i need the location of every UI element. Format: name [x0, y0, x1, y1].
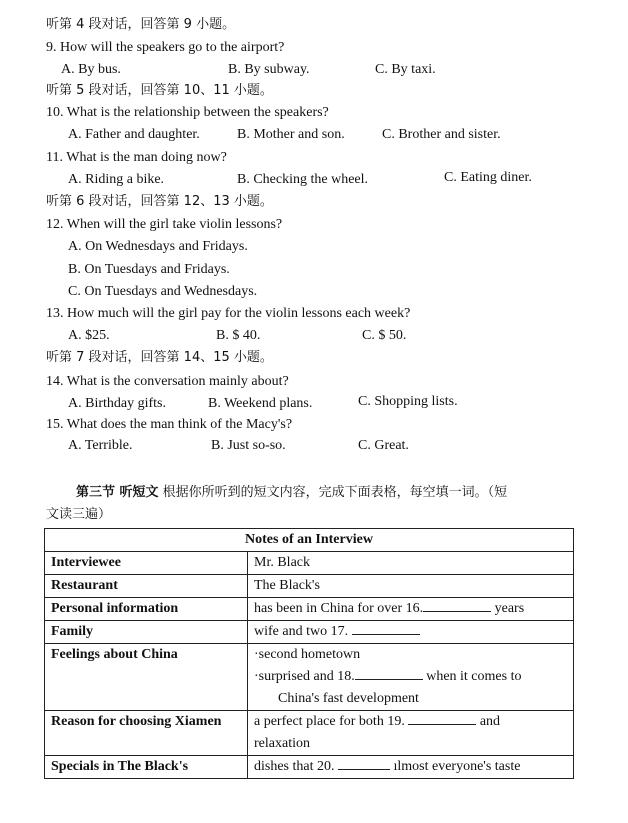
table-row: [45, 552, 574, 575]
question-11: 11. What is the man doing now?: [46, 150, 227, 165]
row-label-restaurant: Restaurant: [45, 575, 248, 598]
table-row: [45, 575, 574, 598]
specials-text-end: ılmost everyone's taste: [390, 759, 521, 774]
q13-option-a: A. $25.: [68, 328, 110, 343]
reason-text: a perfect place for both 19.: [254, 714, 405, 729]
question-14: 14. What is the conversation mainly about?: [46, 374, 289, 389]
q11-option-b: B. Checking the wheel.: [237, 172, 369, 187]
q9-option-a: A. By bus.: [61, 62, 121, 77]
q11-option-a: A. Riding a bike.: [68, 172, 165, 187]
section-3-heading: [76, 481, 586, 505]
family-text: wife and two 17.: [254, 624, 349, 639]
dialogue-6-heading: 听第 6 段对话，回答第 12、13 小题。: [46, 194, 273, 209]
question-15: 15. What does the man think of the Macy's?: [46, 417, 293, 432]
q9-option-b: B. By subway.: [228, 62, 310, 77]
blank-17[interactable]: [352, 622, 420, 635]
row-value-reason: [248, 711, 574, 756]
q15-option-c: C. Great.: [358, 438, 409, 453]
blank-19[interactable]: [408, 712, 476, 725]
q12-option-a: A. On Wednesdays and Fridays.: [68, 239, 248, 254]
q10-option-c: C. Brother and sister.: [382, 127, 501, 142]
q15-option-a: A. Terrible.: [68, 438, 133, 453]
dialogue-5-heading: 听第 5 段对话，回答第 10、11 小题。: [46, 83, 273, 98]
q13-option-b: B. $ 40.: [216, 328, 261, 343]
row-value-specials: [248, 756, 574, 779]
q11-option-c: C. Eating diner.: [444, 170, 532, 185]
reason-text-end: and: [476, 714, 501, 729]
blank-16[interactable]: [423, 599, 491, 612]
row-value-interviewee: Mr. Black: [248, 552, 574, 575]
q10-option-b: B. Mother and son.: [237, 127, 345, 142]
section-3-instruction: 根据你所听到的短文内容，完成下面表格，每空填一词。（短: [158, 485, 508, 500]
q12-option-c: C. On Tuesdays and Wednesdays.: [68, 284, 258, 299]
q14-option-c: C. Shopping lists.: [358, 394, 458, 409]
specials-text: dishes that 20.: [254, 759, 335, 774]
row-label-personal-information: Personal information: [45, 598, 248, 621]
table-row: [45, 621, 574, 644]
reason-line-2: relaxation: [254, 736, 310, 751]
question-12: 12. When will the girl take violin lessons?: [46, 217, 283, 232]
feelings-indent-text: China's fast development: [278, 691, 419, 706]
section-3-title: 第三节 听短文: [76, 485, 159, 500]
table-row: [45, 711, 574, 756]
question-9: 9. How will the speakers go to the airport?: [46, 40, 285, 55]
row-label-specials: Specials in The Black's: [45, 756, 248, 779]
row-label-interviewee: Interviewee: [45, 552, 248, 575]
q12-option-b: B. On Tuesdays and Fridays.: [68, 262, 230, 277]
personal-text-end: years: [491, 601, 525, 616]
table-row: [45, 598, 574, 621]
blank-18[interactable]: [355, 667, 423, 680]
q14-option-b: B. Weekend plans.: [208, 396, 313, 411]
dialogue-4-heading: 听第 4 段对话，回答第 9 小题。: [46, 17, 236, 32]
table-caption: Notes of an Interview: [45, 529, 574, 552]
feelings-text: ·surprised and 18.: [254, 669, 355, 684]
feelings-line-1: ·second hometown: [254, 647, 361, 662]
row-value-personal-information: [248, 598, 574, 621]
q9-option-c: C. By taxi.: [375, 62, 436, 77]
dialogue-7-heading: 听第 7 段对话，回答第 14、15 小题。: [46, 350, 273, 365]
section-3-instruction-continued: 文读三遍）: [46, 507, 112, 522]
row-label-feelings: Feelings about China: [45, 644, 248, 711]
feelings-line-2: [254, 666, 567, 688]
question-10: 10. What is the relationship between the speakers?: [46, 105, 329, 120]
table-row: [45, 644, 574, 711]
q14-option-a: A. Birthday gifts.: [68, 396, 166, 411]
reason-line-1: [254, 711, 567, 733]
interview-notes-table: [44, 528, 574, 779]
blank-20[interactable]: [338, 757, 390, 770]
row-label-reason: Reason for choosing Xiamen: [45, 711, 248, 756]
feelings-text-end: when it comes to: [422, 669, 522, 684]
row-value-feelings: [248, 644, 574, 711]
question-13: 13. How much will the girl pay for the violin lessons each week?: [46, 306, 411, 321]
feelings-line-3: [254, 688, 567, 710]
row-value-family: [248, 621, 574, 644]
table-caption-row: [45, 529, 574, 552]
q10-option-a: A. Father and daughter.: [68, 127, 200, 142]
personal-text: has been in China for over 16.: [254, 601, 424, 616]
row-label-family: Family: [45, 621, 248, 644]
q15-option-b: B. Just so-so.: [211, 438, 286, 453]
table-row: [45, 756, 574, 779]
q13-option-c: C. $ 50.: [362, 328, 407, 343]
row-value-restaurant: The Black's: [248, 575, 574, 598]
